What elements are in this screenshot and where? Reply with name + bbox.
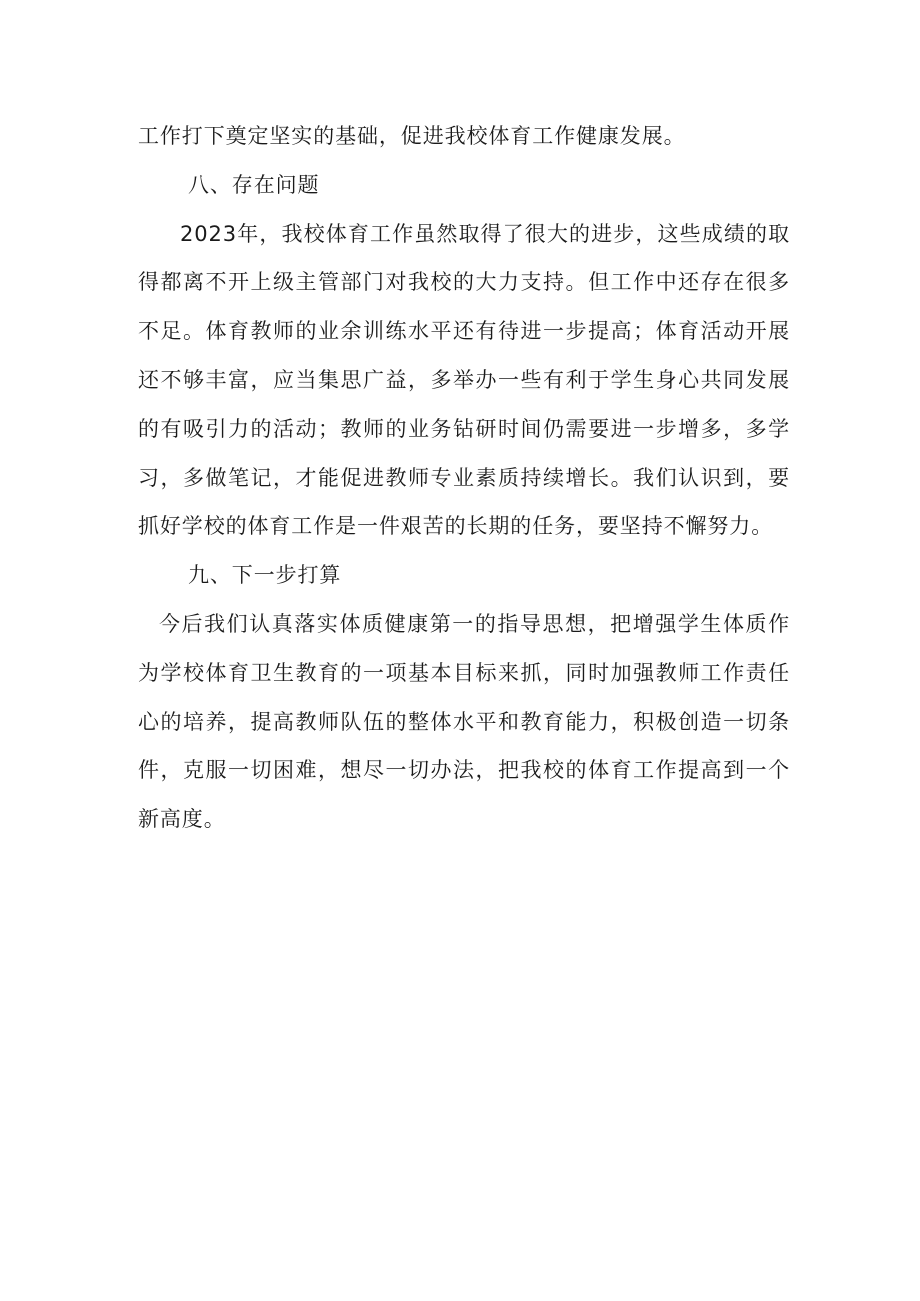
- paragraph-problems: 2023年，我校体育工作虽然取得了很大的进步，这些成绩的取得都离不开上级主管部门对我校的大力支持。但工作中还存在很多不足。体育教师的业余训练水平还有待进一步提高；体育活动开展还不够丰富，应当集思广益，多举办一些有利于学生身心共同发展的有吸引力的活动；教师的业务钻研时间仍需要进一步增多，多学习，多做笔记，才能促进教师专业素质持续增长。我们认识到，要抓好学校的体育工作是一件艰苦的长期的任务，要坚持不懈努力。: [138, 221, 790, 539]
- paragraph-next-steps: 今后我们认真落实体质健康第一的指导思想，把增强学生体质作为学校体育卫生教育的一项基本目标来抓，同时加强教师工作责任心的培养，提高教师队伍的整体水平和教育能力，积极创造一切条件，克服一切困难，想尽一切办法，把我校的体育工作提高到一个新高度。: [138, 611, 790, 832]
- document-body: [138, 112, 790, 844]
- section-heading-problems: 八、存在问题: [188, 172, 320, 197]
- paragraph-continuation: 工作打下奠定坚实的基础，促进我校体育工作健康发展。: [138, 124, 686, 148]
- section-heading-next-steps: 九、下一步打算: [188, 563, 342, 588]
